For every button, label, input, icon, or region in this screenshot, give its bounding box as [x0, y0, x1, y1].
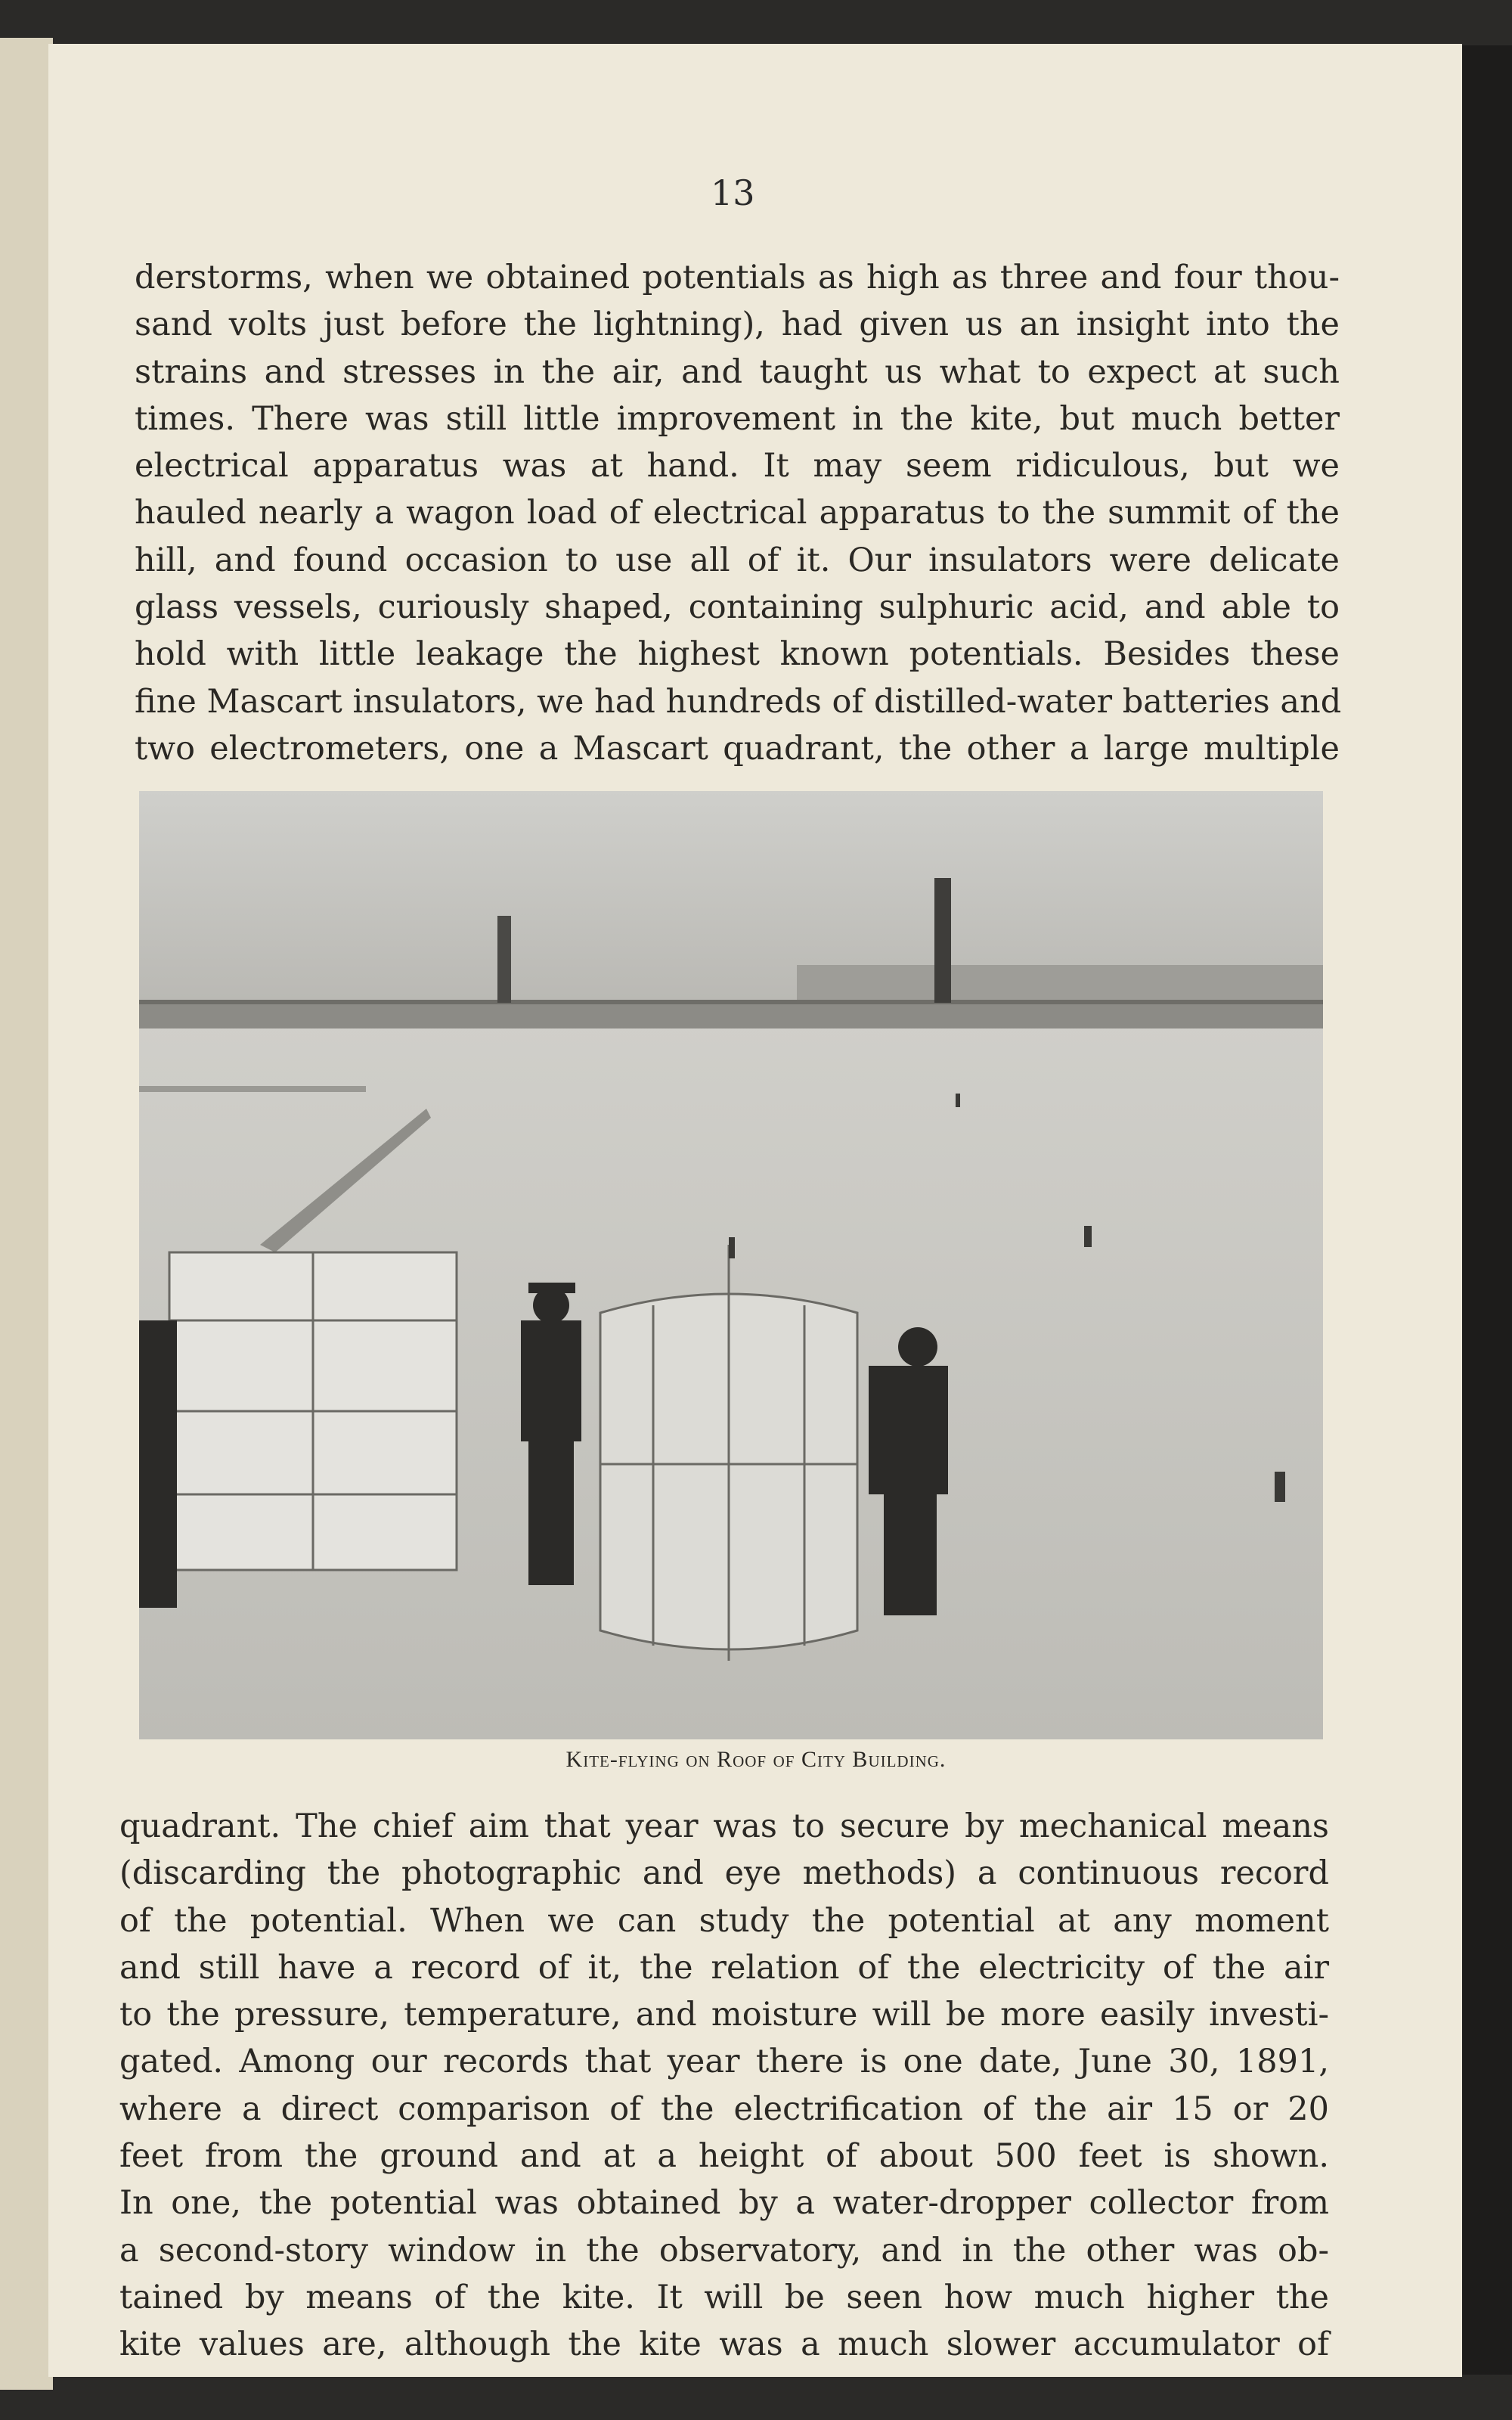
- text-line: kite values are, although the kite was a much slower accumulator of: [119, 2325, 1329, 2364]
- text-line: a second-story window in the observatory, and in the other was ob-: [119, 2231, 1329, 2270]
- paragraph-top: [135, 254, 1340, 772]
- text-line: glass vessels, curiously shaped, containing sulphuric acid, and able to: [135, 588, 1340, 627]
- text-line: quadrant. The chief aim that year was to secure by mechanical means: [119, 1807, 1329, 1845]
- figure-caption: Kite-flying on Roof of City Building.: [565, 1747, 947, 1772]
- text-line: times. There was still little improvement in the kite, but much better: [135, 399, 1340, 438]
- paragraph-bottom: [119, 1803, 1329, 2369]
- text-line: and still have a record of it, the relation of the electricity of the air: [119, 1948, 1329, 1987]
- text-line: to the pressure, temperature, and moisture will be more easily investi-: [119, 1996, 1329, 2034]
- text-line: feet from the ground and at a height of about 500 feet is shown.: [119, 2137, 1329, 2176]
- text-line: hold with little leakage the highest known potentials. Besides these: [135, 635, 1340, 674]
- text-line: fine Mascart insulators, we had hundreds of distilled-water batteries and: [135, 682, 1342, 721]
- page-number: 13: [711, 172, 755, 213]
- text-line: In one, the potential was obtained by a water-dropper collector from: [119, 2184, 1329, 2223]
- text-line: of the potential. When we can study the potential at any moment: [119, 1901, 1329, 1940]
- photograph-kite-flying-on-roof: [139, 791, 1323, 1739]
- text-line: electrical apparatus was at hand. It may seem ridiculous, but we: [135, 447, 1340, 486]
- text-line: (discarding the photographic and eye methods) a continuous record: [119, 1854, 1329, 1893]
- text-line: two electrometers, one a Mascart quadrant, the other a large multiple: [135, 729, 1340, 768]
- text-line: derstorms, when we obtained potentials as high as three and four thou-: [135, 259, 1340, 296]
- text-line: strains and stresses in the air, and taught us what to expect at such: [135, 352, 1340, 391]
- book-cover-edge: [1455, 45, 1512, 2375]
- text-line: sand volts just before the lightning), had given us an insight into the: [135, 306, 1340, 344]
- text-line: tained by means of the kite. It will be seen how much higher the: [119, 2278, 1329, 2316]
- text-line: where a direct comparison of the electrification of the air 15 or 20: [119, 2090, 1329, 2128]
- facing-page-edge: [0, 38, 53, 2390]
- text-line: hill, and found occasion to use all of it. Our insulators were delicate: [135, 541, 1340, 579]
- text-line: gated. Among our records that year there is one date, June 30, 1891,: [119, 2043, 1329, 2081]
- text-line: hauled nearly a wagon load of electrical apparatus to the summit of the: [135, 494, 1340, 532]
